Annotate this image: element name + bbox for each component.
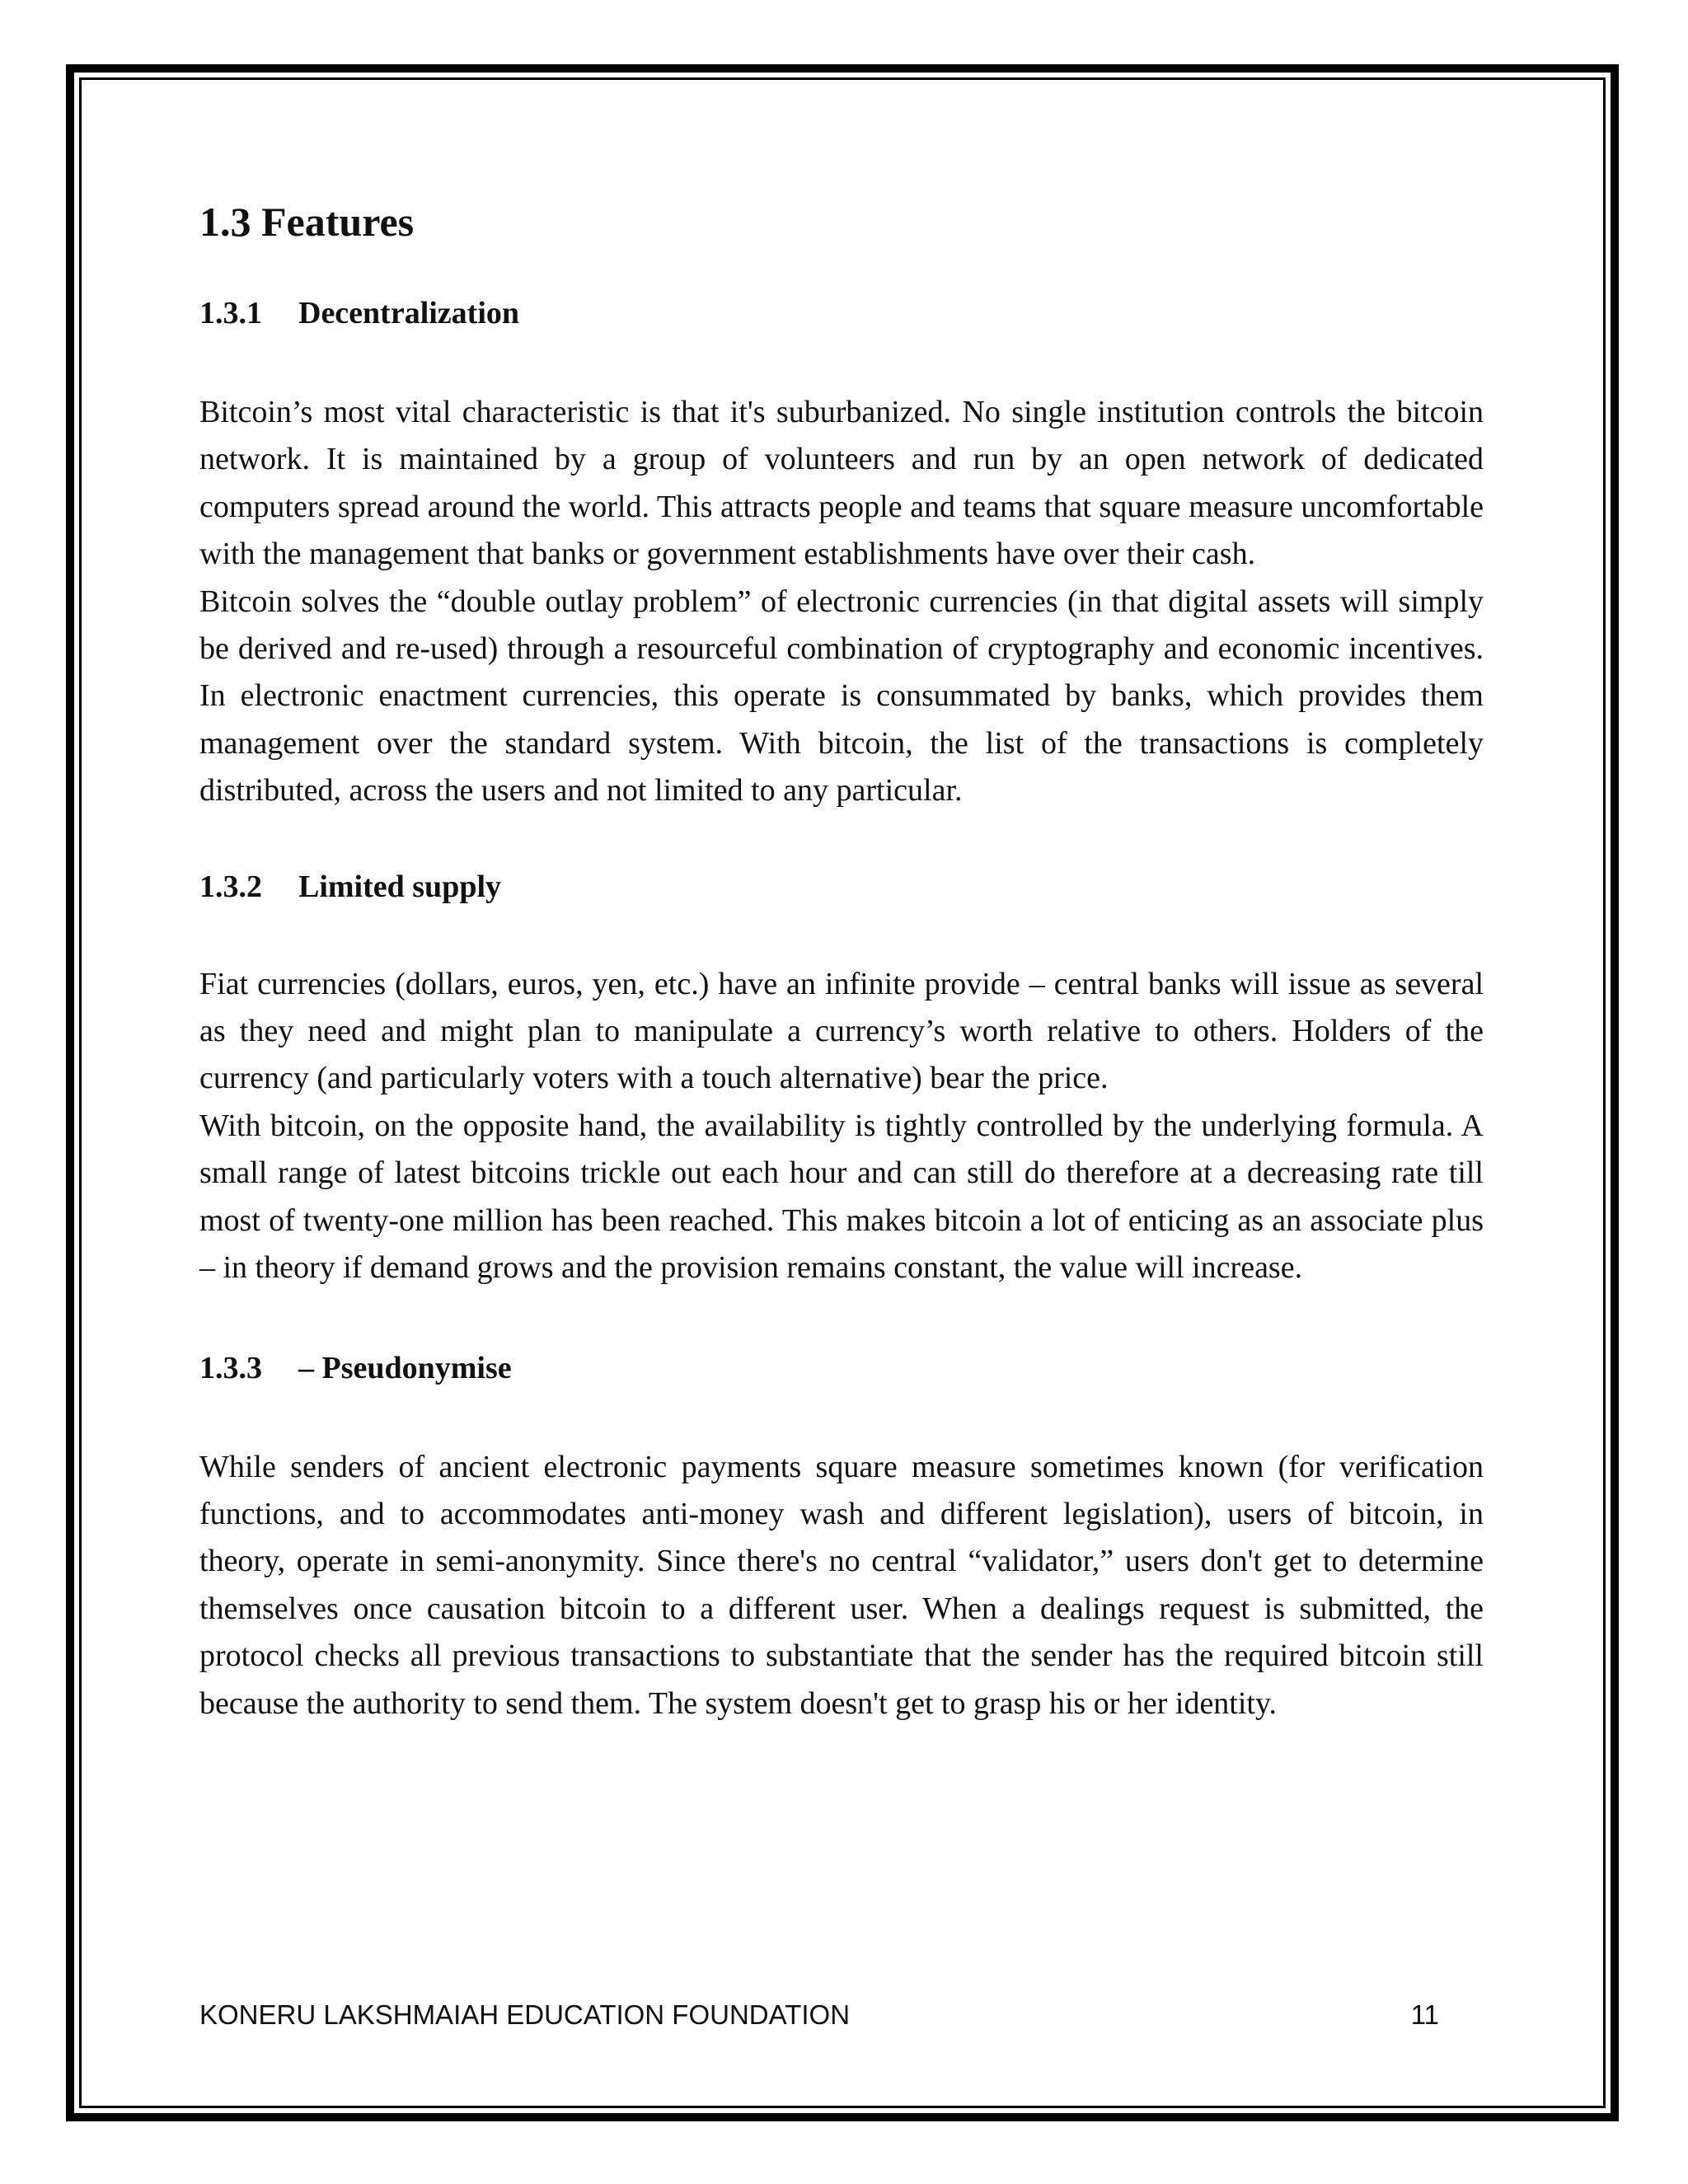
subsection-heading-limited-supply: [199, 865, 1484, 908]
paragraph-limited-supply-1: Fiat currencies (dollars, euros, yen, etc.) have an infinite provide – central banks will issue as several as they need and might plan to manipulate a currency’s worth relative to others. Holders of the currency (and particularly voters with a touch alternative) bear the price.: [199, 966, 1484, 1096]
subsection-number: 1.3.3: [199, 1350, 262, 1385]
page-number: 11: [1410, 1999, 1439, 2030]
subsection-number: 1.3.1: [199, 296, 262, 330]
paragraph-decentralization-2: Bitcoin solves the “double outlay problem” of electronic currencies (in that digital assets will simply be derived and re-used) through a resourceful combination of cryptography and economic incentives. In electronic enactment currencies, this operate is consummated by banks, which provides them management over the standard system. With bitcoin, the list of the transactions is completely distributed, across the users and not limited to any particular.: [199, 583, 1484, 808]
subsection-number: 1.3.2: [199, 869, 262, 904]
paragraph-pseudonymise: While senders of ancient electronic payments square measure sometimes known (for verification functions, and to accommodates anti-money wash and different legislation), users of bitcoin, in theory, operate in semi-anonymity. Since there's no central “validator,” users don't get to determine themselves once causation bitcoin to a different user. When a dealings request is submitted, the protocol checks all previous transactions to substantiate that the sender has the required bitcoin still because the authority to send them. The system doesn't get to grasp his or her identity.: [199, 1449, 1484, 1721]
subsection-title: – Pseudonymise: [298, 1350, 512, 1385]
page-content: [199, 194, 1484, 1727]
footer-organization: KONERU LAKSHMAIAH EDUCATION FOUNDATION: [199, 1999, 851, 2030]
subsection-heading-decentralization: [199, 292, 1484, 335]
paragraph-decentralization-1: Bitcoin’s most vital characteristic is that it's suburbanized. No single institution controls the bitcoin network. It is maintained by a group of volunteers and run by an open network of dedicated computers spread around the world. This attracts people and teams that square measure uncomfortable with the management that banks or government establishments have over their cash.: [199, 395, 1484, 572]
paragraph-limited-supply-2: With bitcoin, on the opposite hand, the availability is tightly controlled by the underlying formula. A small range of latest bitcoins trickle out each hour and can still do therefore at a decreasing rate till most of twenty-one million has been reached. This makes bitcoin a lot of enticing as an associate plus – in theory if demand grows and the provision remains constant, the value will increase.: [199, 1108, 1484, 1286]
subsection-heading-pseudonymise: [199, 1347, 1484, 1390]
subsection-title: Decentralization: [298, 296, 520, 330]
subsection-title: Limited supply: [298, 869, 502, 904]
section-title: 1.3 Features: [199, 199, 415, 245]
